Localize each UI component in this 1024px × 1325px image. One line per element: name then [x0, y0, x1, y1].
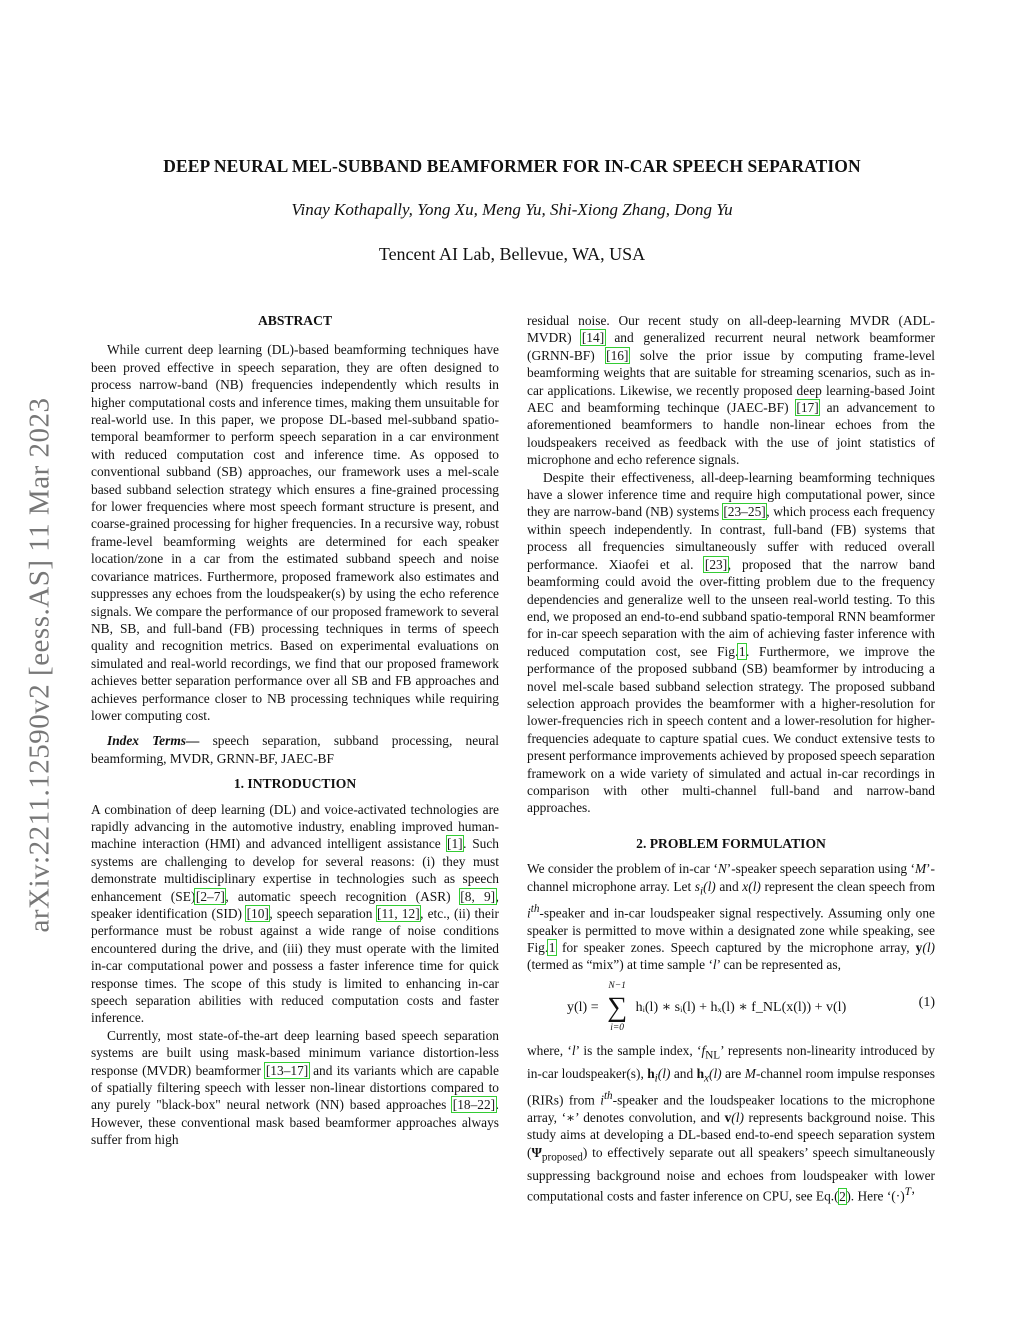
- citation-link[interactable]: [11, 12]: [377, 906, 420, 921]
- citation-link[interactable]: [10]: [246, 906, 269, 921]
- intro-paragraph-1: A combination of deep learning (DL) and voice-activated technologies are rapidly advancing in the automotive industry, enabling improved human-machine interaction (HMI) and advanced intelligent assistance [1]. Such systems are challenging to develop for several reasons: (i) they must demonstrate multidisciplinary expertise in technologies such as speech enhancement (SE)[2–7], automatic speech recognition (ASR) [8, 9], speaker identification (SID) [10], speech separation [11, 12], etc., (ii) their performance must be robust against a wide range of noise conditions encountered during the drive, and (iii) they must operate with the limited in-car computational power and possess a faster inference time for quick response times. The scope of this study is limited to enhancing in-car speech separation abilities with reduced computation costs and faster inference.: [91, 801, 499, 1026]
- citation-link[interactable]: [16]: [606, 347, 629, 363]
- index-terms-label: Index Terms—: [107, 733, 200, 749]
- citation-link[interactable]: [14]: [581, 330, 605, 346]
- figure-link[interactable]: 1: [548, 939, 556, 955]
- author-list: Vinay Kothapally, Yong Xu, Meng Yu, Shi-Xiong Zhang, Dong Yu: [291, 200, 733, 219]
- abstract-text: While current deep learning (DL)-based beamforming techniques have been proved effective in speech separation, they are often designed to process narrow-band (NB) frequencies independently which results in higher computational costs and inference times, making them unsuitable for real-world use. In this paper, we propose DL-based mel-subband spatio-temporal beamformer to perform speech separation in a car environment with reduced computation cost and inference time. As opposed to conventional subband (SB) approaches, our framework uses a mel-scale based subband selection strategy which ensures a fine-grained processing for lower frequencies where most speech formant structure is present, and coarse-grained processing for higher frequencies. In a recursive way, robust frame-level beamforming weights are determined for each speaker location/zone in a car from the estimated subband speech and noise covariance matrices. Furthermore, proposed framework also estimates and suppresses any echoes from the loudspeaker(s) by using the echo reference signals. We compare the performance of our proposed framework to several NB, SB, and full-band (FB) processing techniques in terms of speech quality and recognition metrics. Based on experimental evaluations on simulated and real-world recordings, we find that our proposed framework achieves better separation performance over all SB and FB approaches and achieves performance closer to NB processing techniques while requiring lower computing cost.: [91, 342, 499, 723]
- problem-paragraph-2: where, ‘l’ is the sample index, ‘$f_{NL}$’ represents non-linearity introduced by in-car loudspeaker(s), $h_i(l)$ and $h_x(l)$ are M-channel room impulse responses (RIRs) from $i^{th}$-speaker and the loudspeaker locations to the microphone array, ‘∗’ denotes convolution, and v(l) represents background noise. This study aims at developing a DL-based end-to-end speech separation system $(\Psi_{proposed})$ to effectively separate out all speakers’ speech simultaneously suppressing background noise and echoes from loudspeaker with lower computational costs and faster inference on CPU, see Eq.(2). Here ‘$(\cdot)^T$’: [527, 1042, 936, 1204]
- right-paragraph-2: Despite their effectiveness, all-deep-learning beamforming techniques have a slower inference time and require high computational power, since they are narrow-band (NB) systems [23–25], which process each frequency within speech independently. In contrast, full-band (FB) systems that process all frequencies simultaneously suffer with reduced overall performance. Xiaofei et al. [23], proposed that the narrow band beamforming could avoid the over-fitting problem due to the frequency dependencies and generalize well to the unseen real-world testing. To this end, we proposed an end-to-end subband spatio-temporal RNN beamformer for in-car speech separation with the aim of achieving faster inference with reduced computation cost, see Fig.1. Furthermore, we improve the performance of the proposed subband (SB) beamformer by introducing a novel mel-scale based subband selection strategy. The proposed subband selection approach provides the beamformer with a higher-resolution for lower-frequencies rich in speech content and a lower-resolution for higher-frequencies adequate to capture spatial cues. We conduct extensive tests to present performance improvements achieved by proposed speech separation framework on a wide variety of simulated and actual in-car recordings in comparison with other multi-channel full-band and narrow-band approaches.: [527, 469, 936, 816]
- paper-title: DEEP NEURAL MEL-SUBBAND BEAMFORMER FOR IN-CAR SPEECH SEPARATION: [163, 156, 861, 176]
- equation-link[interactable]: 2: [839, 1188, 846, 1204]
- citation-link[interactable]: [17]: [796, 400, 819, 416]
- citation-link[interactable]: [18–22]: [452, 1097, 496, 1113]
- problem-paragraph-1: We consider the problem of in-car ‘N’-speaker speech separation using ‘M’-channel microphone array. Let $s_i(l)$ and x(l) represent the clean speech from $i^{th}$-speaker and in-car loudspeaker signal respectively. Assuming only one speaker is permitted to move within a designated zone while speaking, see Fig.1 for speaker zones. Speech captured by the microphone array, y(l) (termed as “mix”) at time sample ‘l’ can be represented as,: [527, 861, 936, 973]
- equation-body: y(l) = N−1 ∑ i=0 hᵢ(l) ∗ sᵢ(l) + hₓ(l) ∗ f_NL(x(l)) + v(l): [567, 980, 847, 1034]
- equation-1: [527, 980, 935, 1036]
- citation-link[interactable]: [2–7]: [195, 888, 225, 904]
- citation-link[interactable]: [1]: [447, 836, 463, 852]
- right-paragraph-1: residual noise. Our recent study on all-deep-learning MVDR (ADL-MVDR) [14] and generalized recurrent neural network beamformer (GRNN-BF) [16] solve the prior issue by computing frame-level beamforming weights that are suitable for streaming scenarios, such as in-car applications. Likewise, we recently proposed deep learning-based Joint AEC and beamforming techinque (JAEC-BF) [17] an advancement to aforementioned beamformers to handle non-linear echoes from the loudspeakers received as feedback with the use of joint statistics of microphone and echo reference signals.: [527, 313, 936, 468]
- citation-link[interactable]: [8, 9]: [460, 888, 496, 904]
- citation-link[interactable]: [13–17]: [265, 1062, 309, 1078]
- left-column: [91, 312, 499, 1149]
- equation-number: (1): [918, 994, 935, 1010]
- right-column: [527, 312, 935, 1205]
- index-terms-list: speech separation, subband processing, neural beamforming, MVDR, GRNN-BF, JAEC-BF: [91, 733, 499, 766]
- index-terms: [91, 732, 499, 767]
- intro-paragraph-2: Currently, most state-of-the-art deep learning based speech separation systems are built using mask-based minimum variance distortion-less response (MVDR) beamformer [13–17] and its variants which are capable of spatially filtering speech with lesser non-linear distortions compared to any purely "black-box" neural network (NN) based approaches [18–22]. However, these conventional mask based beamformer approaches always suffer from high: [91, 1027, 499, 1148]
- summation-symbol: N−1 ∑ i=0: [607, 980, 628, 1034]
- citation-link[interactable]: [23–25]: [723, 504, 766, 520]
- arxiv-identifier[interactable]: arXiv:2211.12590v2 [eess.AS] 11 Mar 2023: [23, 397, 56, 933]
- abstract-heading: ABSTRACT: [257, 313, 333, 328]
- affiliation: Tencent AI Lab, Bellevue, WA, USA: [378, 244, 646, 264]
- section-heading-problem-formulation: 2. PROBLEM FORMULATION: [636, 835, 826, 851]
- figure-link[interactable]: 1: [738, 643, 746, 659]
- section-heading-introduction: 1. INTRODUCTION: [233, 776, 357, 792]
- citation-link[interactable]: [23]: [704, 556, 728, 572]
